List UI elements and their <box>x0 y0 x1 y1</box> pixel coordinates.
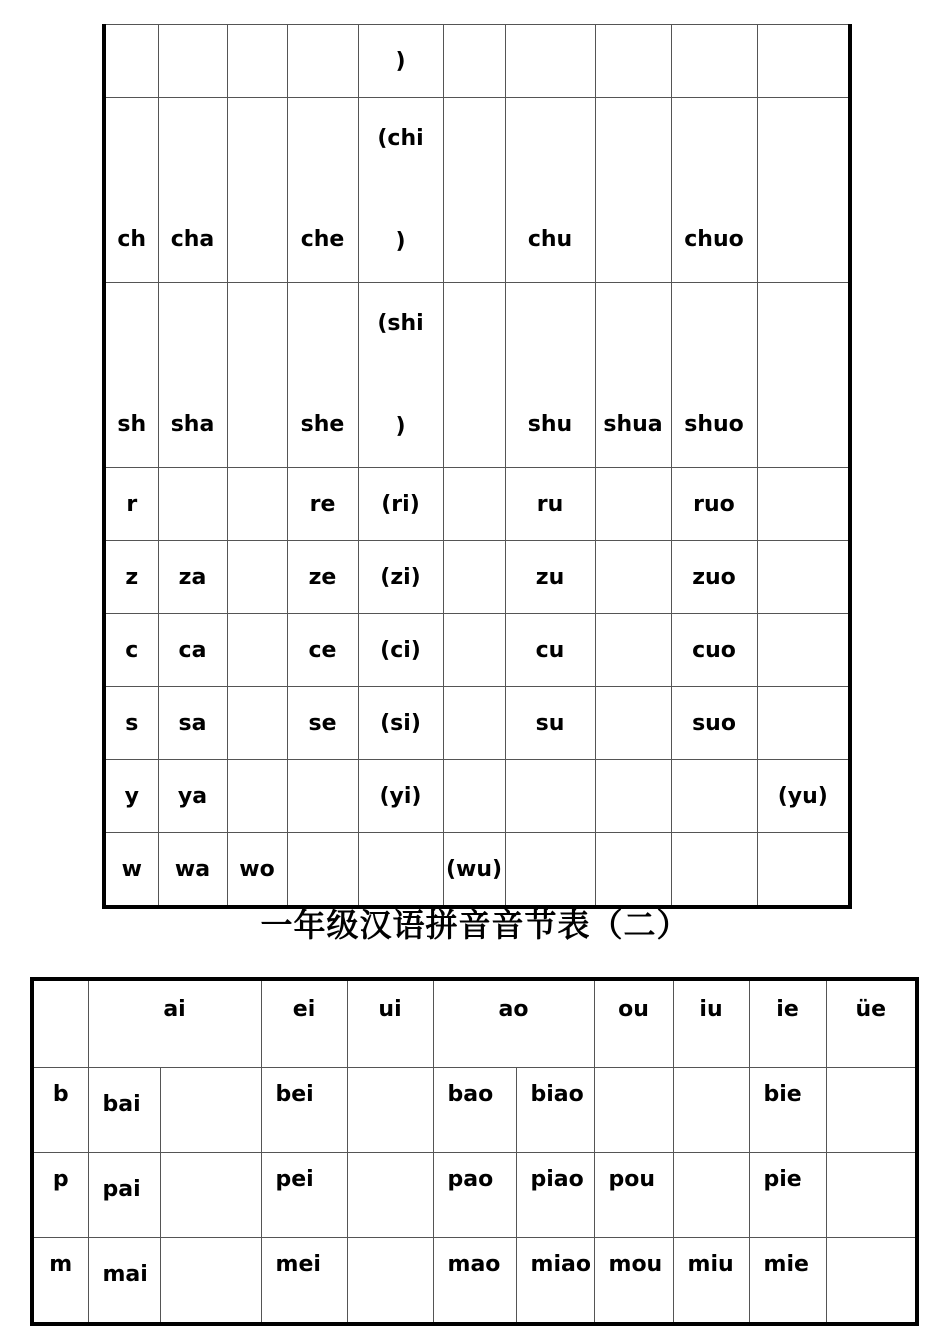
table-cell <box>160 1153 261 1238</box>
table-header-row <box>32 979 917 1068</box>
table-cell <box>595 760 671 833</box>
column-header: iu <box>673 979 749 1068</box>
cell-text: mai <box>102 1262 148 1287</box>
table-cell: (si) <box>358 687 443 760</box>
cell-text: ) <box>395 229 406 254</box>
table-cell <box>595 468 671 541</box>
table-cell <box>158 25 227 98</box>
table-cell <box>104 25 158 98</box>
table-cell: se <box>287 687 358 760</box>
table-cell <box>595 98 671 283</box>
table-cell <box>443 98 505 283</box>
table-cell <box>443 25 505 98</box>
table-cell <box>347 1153 433 1238</box>
table-cell: cha <box>158 98 227 283</box>
table-cell: shua <box>595 283 671 468</box>
table-cell: pei <box>261 1153 347 1238</box>
table-cell <box>757 468 850 541</box>
table-cell <box>757 541 850 614</box>
table-cell: ch <box>104 98 158 283</box>
table-cell <box>671 833 757 908</box>
table-cell: mou <box>594 1238 673 1325</box>
table-row <box>104 541 850 614</box>
table-cell: che <box>287 98 358 283</box>
table-cell <box>227 98 287 283</box>
table-cell: pao <box>433 1153 516 1238</box>
cell-text: (shi <box>377 311 424 336</box>
table-cell <box>595 25 671 98</box>
table-row <box>104 468 850 541</box>
table-row <box>104 98 850 283</box>
table-cell <box>227 283 287 468</box>
table-cell: sa <box>158 687 227 760</box>
column-header: ui <box>347 979 433 1068</box>
table-cell: ze <box>287 541 358 614</box>
table-cell <box>443 283 505 468</box>
table-cell: z <box>104 541 158 614</box>
row-initial: b <box>32 1068 88 1153</box>
table-cell: piao <box>516 1153 594 1238</box>
table-row <box>32 1153 917 1238</box>
table-cell <box>673 1153 749 1238</box>
table-cell <box>505 760 595 833</box>
table-cell: chu <box>505 98 595 283</box>
table-cell: pou <box>594 1153 673 1238</box>
table-cell: (zi) <box>358 541 443 614</box>
column-header: ou <box>594 979 673 1068</box>
table-row <box>104 687 850 760</box>
table-cell <box>358 283 443 468</box>
table-cell: cu <box>505 614 595 687</box>
table-row <box>104 283 850 468</box>
table-cell <box>358 833 443 908</box>
table-cell: mei <box>261 1238 347 1325</box>
table-cell: she <box>287 283 358 468</box>
table-cell: shuo <box>671 283 757 468</box>
table-cell: bie <box>749 1068 826 1153</box>
table-cell <box>88 1238 160 1325</box>
table-cell: ya <box>158 760 227 833</box>
table-cell <box>287 760 358 833</box>
table-cell <box>594 1068 673 1153</box>
table-cell <box>347 1068 433 1153</box>
table-cell: ru <box>505 468 595 541</box>
cell-text: (chi <box>377 126 424 151</box>
column-header: ei <box>261 979 347 1068</box>
table-cell: za <box>158 541 227 614</box>
table-cell <box>595 541 671 614</box>
table-cell: ca <box>158 614 227 687</box>
table-cell <box>227 614 287 687</box>
table-cell <box>160 1238 261 1325</box>
table-cell <box>287 833 358 908</box>
column-header: ie <box>749 979 826 1068</box>
table-row <box>32 1068 917 1153</box>
table-cell: y <box>104 760 158 833</box>
table-row <box>32 1238 917 1325</box>
table-cell: zu <box>505 541 595 614</box>
table-cell: sha <box>158 283 227 468</box>
table-cell: suo <box>671 687 757 760</box>
table-row <box>104 614 850 687</box>
table-cell: pie <box>749 1153 826 1238</box>
table-cell: wo <box>227 833 287 908</box>
table-cell <box>158 468 227 541</box>
table-cell: zuo <box>671 541 757 614</box>
cell-text: ) <box>395 414 406 439</box>
table-cell: (ri) <box>358 468 443 541</box>
table-cell <box>757 614 850 687</box>
syllable-table-1 <box>102 24 852 909</box>
table-cell <box>826 1068 917 1153</box>
column-header: ao <box>433 979 594 1068</box>
cell-text: bai <box>102 1092 141 1117</box>
table-cell <box>505 833 595 908</box>
row-initial: m <box>32 1238 88 1325</box>
table-cell <box>88 1153 160 1238</box>
table-cell <box>673 1068 749 1153</box>
table-cell <box>227 760 287 833</box>
table-cell: ) <box>358 25 443 98</box>
table-cell: miao <box>516 1238 594 1325</box>
table-cell: wa <box>158 833 227 908</box>
table-cell <box>671 760 757 833</box>
table-cell: re <box>287 468 358 541</box>
table-cell <box>227 25 287 98</box>
table-cell: biao <box>516 1068 594 1153</box>
table-cell: su <box>505 687 595 760</box>
table-cell <box>443 614 505 687</box>
table-cell: mie <box>749 1238 826 1325</box>
table-cell <box>443 687 505 760</box>
table-cell: (yi) <box>358 760 443 833</box>
table-cell: (wu) <box>443 833 505 908</box>
table-cell <box>443 541 505 614</box>
table-cell <box>757 283 850 468</box>
table-cell <box>826 1238 917 1325</box>
table-cell <box>595 614 671 687</box>
table-cell: shu <box>505 283 595 468</box>
table-cell: chuo <box>671 98 757 283</box>
table-cell: ruo <box>671 468 757 541</box>
table-cell: (ci) <box>358 614 443 687</box>
table-cell <box>595 833 671 908</box>
table-cell <box>358 98 443 283</box>
column-header: ai <box>88 979 261 1068</box>
table-cell <box>347 1238 433 1325</box>
page-title: 一年级汉语拼音音节表（二） <box>260 906 690 944</box>
table-cell <box>443 760 505 833</box>
table-cell: ce <box>287 614 358 687</box>
table-cell: sh <box>104 283 158 468</box>
table-cell <box>671 25 757 98</box>
syllable-table-2 <box>30 977 919 1326</box>
column-header <box>32 979 88 1068</box>
table-cell <box>595 687 671 760</box>
table-cell <box>443 468 505 541</box>
table-cell <box>287 25 358 98</box>
table-cell: c <box>104 614 158 687</box>
table-cell <box>757 98 850 283</box>
table-cell <box>757 833 850 908</box>
table-cell <box>88 1068 160 1153</box>
table-cell: mao <box>433 1238 516 1325</box>
table-cell <box>227 468 287 541</box>
table-cell: r <box>104 468 158 541</box>
table-cell: w <box>104 833 158 908</box>
table-cell: s <box>104 687 158 760</box>
table-cell: miu <box>673 1238 749 1325</box>
table-row <box>104 833 850 908</box>
table-cell <box>826 1153 917 1238</box>
cell-text: pai <box>102 1177 141 1202</box>
table-cell <box>227 687 287 760</box>
table-cell: (yu) <box>757 760 850 833</box>
table-cell <box>757 25 850 98</box>
table-cell: cuo <box>671 614 757 687</box>
column-header: üe <box>826 979 917 1068</box>
table-row <box>104 760 850 833</box>
row-initial: p <box>32 1153 88 1238</box>
table-cell <box>757 687 850 760</box>
table-row <box>104 25 850 98</box>
table-cell: bei <box>261 1068 347 1153</box>
table-cell <box>227 541 287 614</box>
table-cell <box>505 25 595 98</box>
table-cell <box>160 1068 261 1153</box>
table-cell: bao <box>433 1068 516 1153</box>
